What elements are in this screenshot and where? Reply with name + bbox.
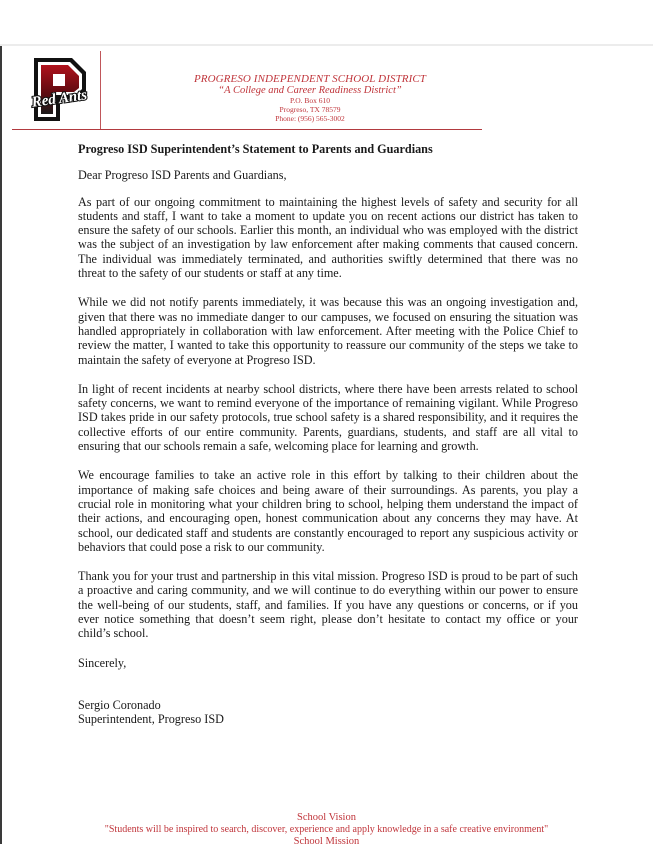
salutation: Dear Progreso ISD Parents and Guardians, — [78, 168, 287, 183]
vision-heading: School Vision — [297, 812, 356, 823]
svg-text:Red Ants: Red Ants — [30, 87, 89, 111]
mission-heading: School Mission — [293, 836, 360, 847]
signer-name: Sergio Coronado — [78, 697, 161, 712]
header-vertical-rule — [100, 51, 101, 130]
signer-title: Superintendent, Progreso ISD — [78, 712, 224, 727]
paragraph-1: As part of our ongoing commitment to maintaining the highest levels of safety and security for all students and staff, I want to take a moment to update you on recent actions our district has taken to ensure the safety of our schools. Earlier this month, an individual who was employed with the district was the subject of an investigation by law enforcement after making comments that caused concern. The individual was immediately terminated, and authorities swiftly determined that there was no threat to the safety of our students or staff at any time. — [78, 194, 578, 281]
closing: Sincerely, — [78, 655, 127, 670]
paragraph-3: In light of recent incidents at nearby school districts, where there have been arrests related to school safety concerns, we want to remind everyone of the importance of remaining vigilant. While Progreso ISD takes pride in our safety protocols, true school safety is a shared responsibility, and it requires the collective efforts of our entire community. Parents, guardians, students, and staff are all vital to ensuring that our schools remain a safe, welcoming place for learning and growth. — [78, 381, 578, 454]
logo-p-icon — [26, 55, 94, 125]
district-motto: “A College and Career Readiness District” — [218, 85, 402, 96]
paragraph-4: We encourage families to take an active role in this effort by talking to their children about the importance of making safe choices and being aware of their surroundings. As parents, you play a crucial role in monitoring what your children bring to school, helping them understand the impact of their actions, and encouraging open, honest communication about any concerns they may have. At school, our dedicated staff and students are constantly encouraged to report any suspicious activity or behaviors that could pose a risk to our community. — [78, 468, 578, 554]
city-state-zip: Progreso, TX 78579 — [279, 105, 341, 114]
letterhead — [130, 73, 490, 123]
header-horizontal-rule — [12, 129, 482, 130]
paragraph-5: Thank you for your trust and partnership in this vital mission. Progreso ISD is proud to be part of such a proactive and caring community, and we will continue to do everything within our power to ensure the well-being of our students, staff, and families. If you have any questions or concerns, or if you ever notice something that doesn’t seem right, please don’t hesitate to contact my office or your child’s school. — [78, 569, 578, 641]
paragraph-2: While we did not notify parents immediately, it was because this was an ongoing investigation and, given that there was no immediate danger to our campuses, we focused on ensuring the situation was handled appropriately in collaboration with law enforcement. After meeting with the Police Chief to review the matter, I wanted to take this opportunity to reassure our community of the steps we take to maintain the safety of everyone at Progreso ISD. — [78, 295, 578, 367]
letter-body — [78, 142, 578, 727]
phone: Phone: (956) 565-3002 — [275, 114, 345, 123]
po-box: P.O. Box 610 — [289, 96, 330, 105]
footer — [0, 812, 653, 848]
red-ants-logo — [26, 55, 94, 125]
top-band — [0, 0, 653, 46]
vision-text: "Students will be inspired to search, discover, experience and apply knowledge in a safe creative environment" — [104, 824, 549, 835]
letter-title: Progreso ISD Superintendent’s Statement to Parents and Guardians — [78, 142, 433, 156]
district-name: PROGRESO INDEPENDENT SCHOOL DISTRICT — [193, 73, 427, 85]
